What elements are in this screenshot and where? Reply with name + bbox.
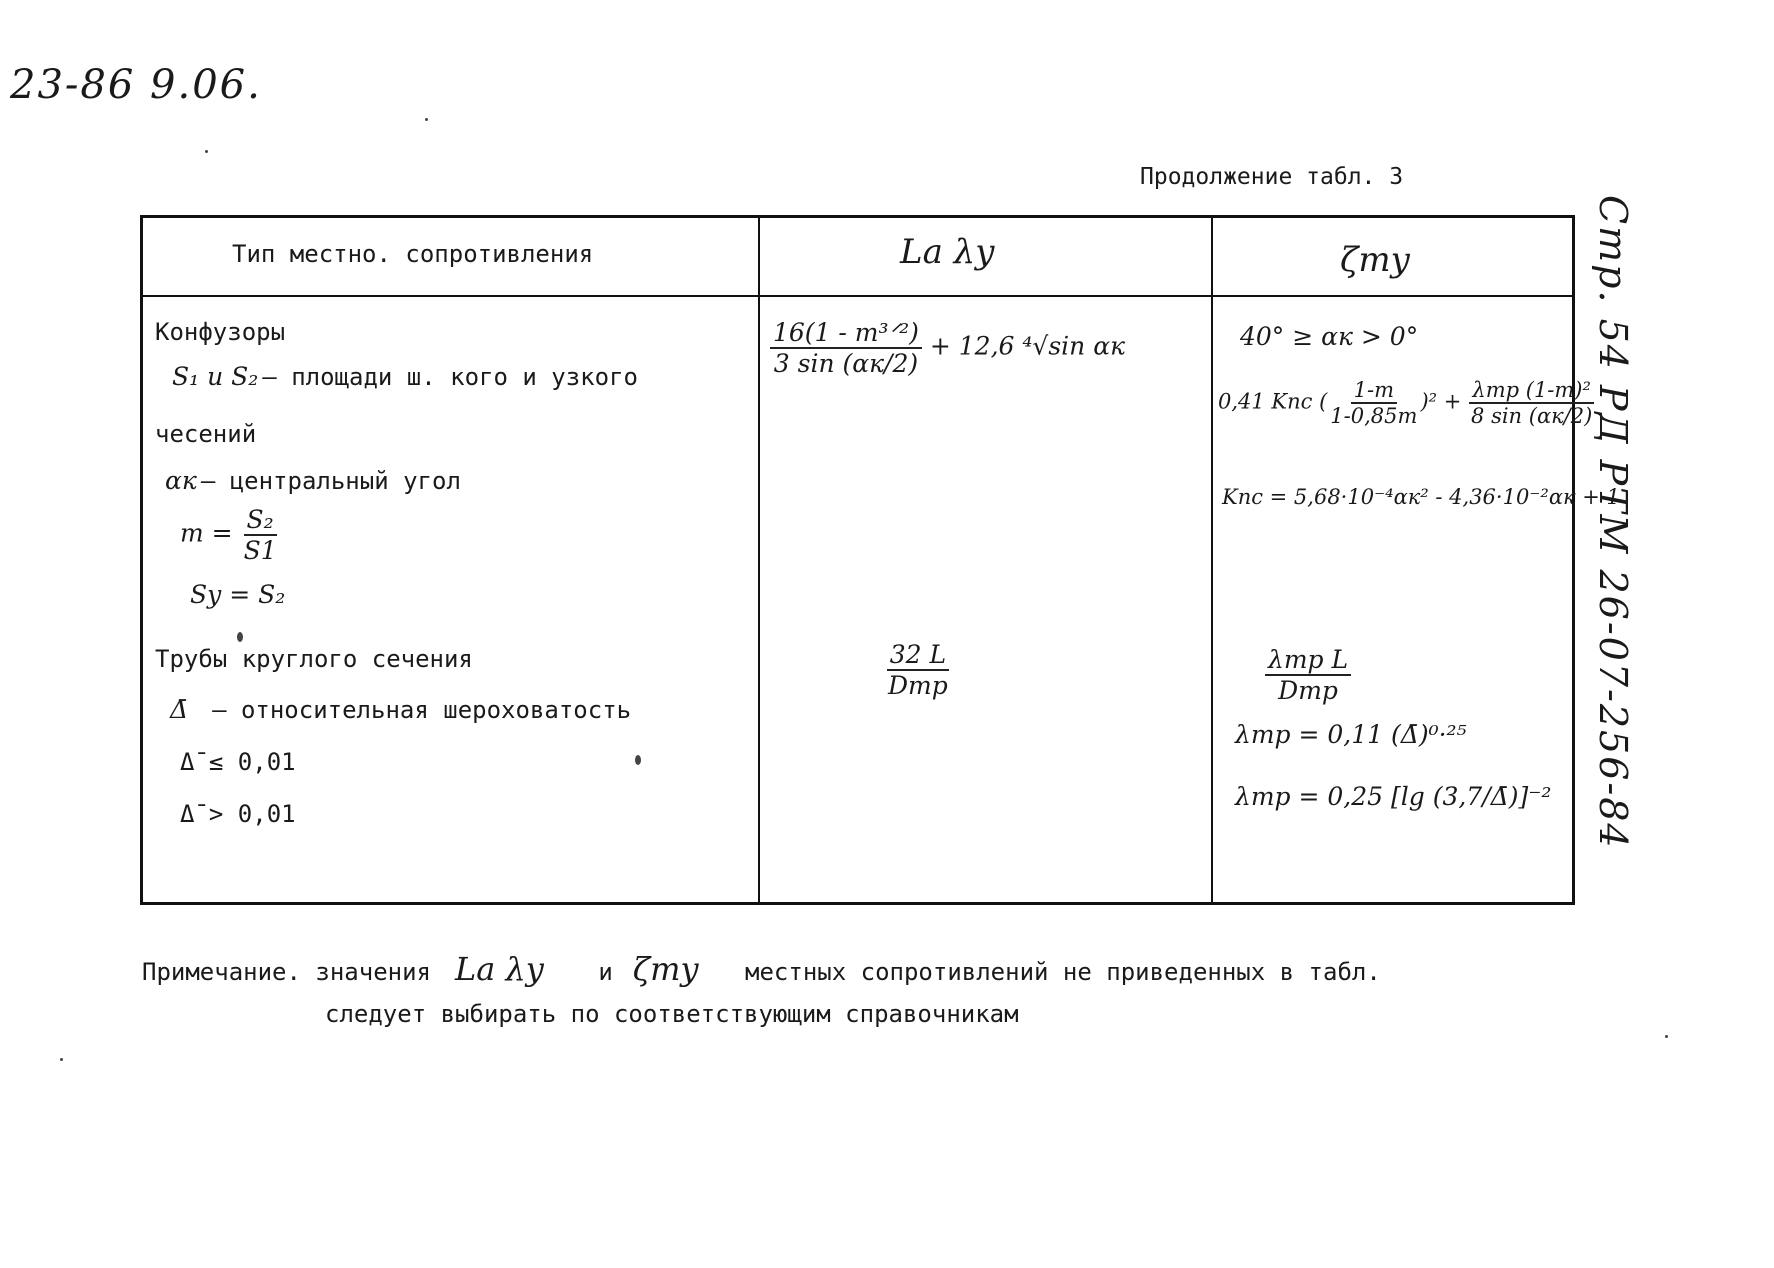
- s-symbols: S₁ и S₂: [172, 362, 259, 391]
- scan-speck: [60, 1058, 63, 1061]
- delta-description: – относительная шероховатость: [212, 696, 632, 724]
- note-tail: местных сопротивлений не приведенных в табл.: [745, 958, 1381, 986]
- alpha-description: – центральный угол: [200, 467, 461, 495]
- s-description-cont: чесений: [155, 420, 257, 448]
- m-lhs: m =: [180, 518, 233, 548]
- header-divider: [143, 295, 1572, 297]
- trubi-title: Трубы круглого сечения: [155, 645, 473, 673]
- scan-speck: [237, 632, 243, 642]
- note-symbol-la: La λу: [454, 950, 545, 988]
- alpha-definition: [165, 466, 461, 495]
- header-type: Тип местно. сопротивления: [232, 240, 594, 268]
- trubi-la-num: 32 L: [887, 640, 949, 671]
- trubi-lambda-2: λтр = 0,25 [lg (3,7/Δ̄)]⁻²: [1235, 782, 1552, 811]
- zeta-coef: 0,41 Kпс: [1218, 389, 1313, 414]
- scan-speck: [425, 118, 428, 121]
- note-symbol-zeta: ζту: [632, 950, 700, 988]
- konfuzor-title: Конфузоры: [155, 318, 286, 346]
- zeta-frac-den: 1-0,85m: [1330, 404, 1418, 428]
- trubi-zeta-num: λтр L: [1265, 645, 1351, 676]
- archive-stamp: 23-86 9.06.: [10, 62, 262, 108]
- delta-symbol: Δ̄: [170, 695, 189, 724]
- scan-speck: [635, 755, 641, 765]
- konfuzor-la-formula: [770, 318, 1125, 378]
- scan-speck: [1665, 1035, 1668, 1038]
- zeta-condition: 40° ≥ αк > 0°: [1240, 322, 1419, 351]
- note-line-2: следует выбирать по соответствующим справочникам: [325, 1000, 1019, 1028]
- s-description: – площади ш. кого и узкого: [262, 363, 638, 391]
- trubi-lambda-1: λтр = 0,11 (Δ̄)⁰·²⁵: [1235, 720, 1467, 749]
- note-lead: Примечание. значения: [142, 958, 431, 986]
- page-side-label: Стр. 54 РД РТМ 26-07-256-84: [1591, 195, 1635, 850]
- trubi-zeta-den: Dтр: [1278, 676, 1338, 705]
- la-tail: + 12,6 ⁴√sin αк: [929, 331, 1126, 361]
- note-line-1: [142, 950, 1381, 988]
- table-continuation-label: Продолжение табл. 3: [1140, 164, 1404, 190]
- delta-condition-1: Δ̄ ≤ 0,01: [180, 748, 296, 776]
- la-denominator: 3 sin (αк/2): [773, 349, 919, 378]
- zeta-power: ² +: [1428, 389, 1462, 414]
- m-definition: [180, 505, 280, 565]
- header-la: La λу: [900, 232, 995, 272]
- delta-definition: [170, 695, 631, 724]
- trubi-zeta-formula: [1265, 645, 1351, 705]
- la-numerator: 16(1 - m³ᐟ²): [770, 318, 922, 349]
- delta-condition-2: Δ̄ > 0,01: [180, 800, 296, 828]
- konfuzor-zeta-formula: 0,41 Kпс ( $\frac{1-m}{1-0,85m}$ )² + $\frac{\text{λтр (1-m)²}}{8 \sin (\alpha к/2)}$: [1218, 378, 1595, 428]
- column-divider: [758, 218, 760, 902]
- sy-definition: Sy = S₂: [190, 580, 286, 609]
- zeta-frac2-den: 8 sin (αк/2): [1471, 404, 1593, 428]
- s-definition: [172, 362, 638, 391]
- zeta-frac2-num: λтр (1-m)²: [1469, 378, 1594, 404]
- header-zeta: ζту: [1340, 240, 1411, 280]
- column-divider: [1211, 218, 1213, 902]
- zeta-frac-num: 1-m: [1351, 378, 1397, 404]
- kpc-formula: Kпс = 5,68·10⁻⁴αк² - 4,36·10⁻²αк + 1: [1222, 485, 1620, 509]
- trubi-la-den: Dтр: [888, 671, 948, 700]
- m-denominator: S1: [243, 536, 277, 565]
- alpha-symbol: αк: [165, 466, 197, 495]
- note-and: и: [598, 958, 613, 986]
- m-numerator: S₂: [244, 505, 277, 536]
- trubi-la-formula: [885, 640, 951, 700]
- scan-speck: [205, 150, 208, 153]
